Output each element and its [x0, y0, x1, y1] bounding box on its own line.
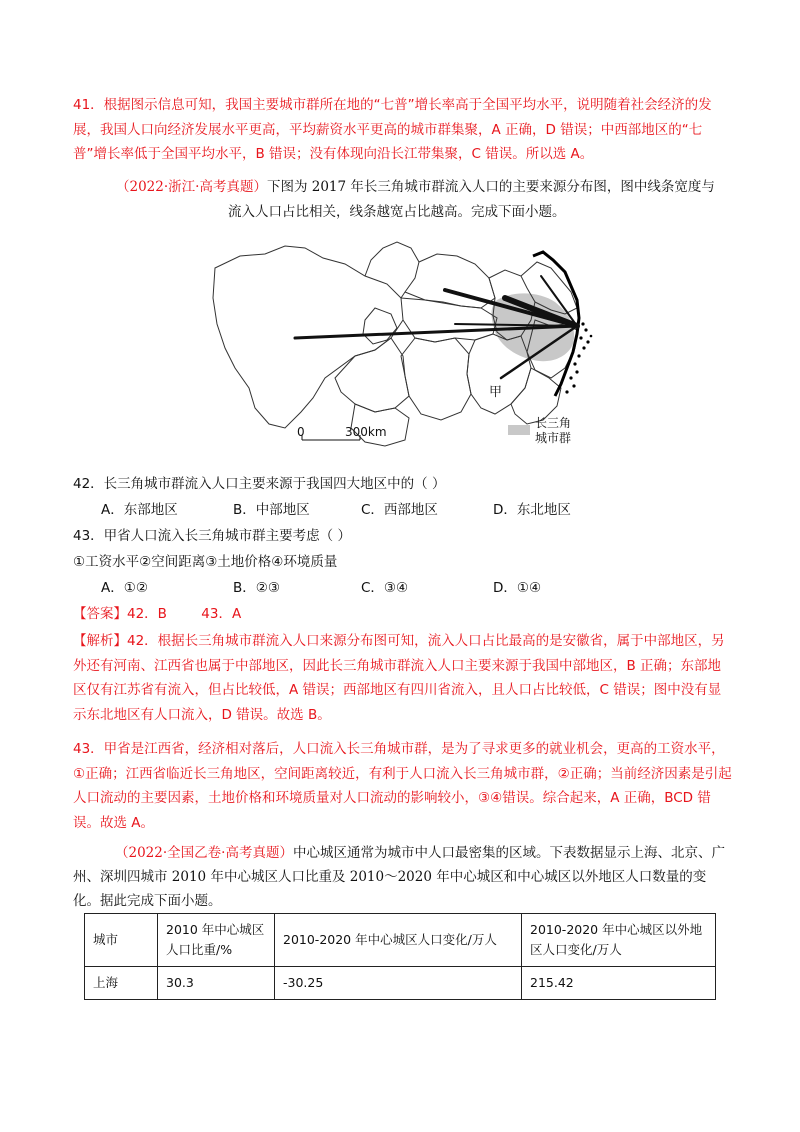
question-43-items: ①工资水平②空间距离③土地价格④环境质量 [73, 554, 338, 570]
population-flow-map [205, 228, 605, 450]
legend-label-line2: 城市群 [535, 431, 572, 445]
question-43-stem: 43．甲省人口流入长三角城市群主要考虑（ ） [73, 528, 351, 544]
intro-2-text: 中心城区通常为城市中人口最密集的区域。下表数据显示上海、北京、广州、深圳四城市 2010 年中心城区人口比重及 2010～2020 年中心城区和中心城区以外地区人口数量的变化。据此完成下面小题。 [73, 845, 725, 909]
table-cell: 215.42 [522, 967, 716, 1000]
legend-cluster-swatch [508, 425, 530, 435]
table-header-cell: 2010-2020 年中心城区人口变化/万人 [275, 914, 522, 967]
guizhou-border [335, 338, 409, 412]
question-42-stem: 42．长三角城市群流入人口主要来源于我国四大地区中的（ ） [73, 476, 446, 492]
population-table [84, 913, 716, 1000]
question-intro-1-line1 [116, 177, 715, 197]
hunan-border [401, 338, 471, 420]
q42-option-c: C．西部地区 [361, 502, 438, 518]
q43-option-c: C．③④ [361, 580, 409, 596]
table-header-cell: 2010 年中心城区人口比重/% [158, 914, 275, 967]
q43-option-d: D．①④ [493, 580, 542, 596]
answer-line [73, 604, 241, 624]
analysis-43-paragraph: 43．甲省是江西省，经济相对落后，人口流入长三角城市群，是为了寻求更多的就业机会，更高的工资水平，①正确；江西省临近长三角地区，空间距离较近，有利于人口流入长三角城市群，②正确；当前经济因素是引起人口流动的主要因素，土地价格和环境质量对人口流动的影响较小，③④错误。综合起来，A 正确，BCD 错误。故选 A。 [73, 741, 732, 831]
answer-label: 【答案】 [73, 606, 127, 622]
source-tag-2: （2022·全国乙卷·高考真题） [115, 845, 293, 861]
table-cell: 上海 [85, 967, 158, 1000]
q42-option-a: A．东部地区 [101, 502, 178, 518]
q43-option-b: B．②③ [233, 580, 280, 596]
analysis-42-paragraph [73, 629, 733, 727]
intro-1-text-line1: 下图为 2017 年长三角城市群流入人口的主要来源分布图，图中线条宽度与 [266, 179, 715, 195]
intro-1-text-line2: 流入人口占比相关，线条越宽占比越高。完成下面小题。 [228, 204, 566, 220]
q43-option-a: A．①② [101, 580, 148, 596]
analysis-42-text: 42．根据长三角城市群流入人口来源分布图可知，流入人口占比最高的是安徽省，属于中部地区，另外还有河南、江西省也属于中部地区，因此长三角城市群流入人口主要来源于我国中部地区，B 正确；东部地区仅有江苏省有流入，但占比较低，A 错误；西部地区有四川省流入，且人口占比较低，C 错误；图中没有显示东北地区有人口流入，D 错误。故选 B。 [73, 633, 725, 723]
table-header-cell: 城市 [85, 914, 158, 967]
hubei-border [401, 298, 497, 342]
answer-text: 42．B 43．A [127, 606, 242, 622]
question-intro-2 [73, 841, 733, 913]
q42-option-d: D．东北地区 [493, 502, 571, 518]
table-cell: -30.25 [275, 967, 522, 1000]
table-header-cell: 2010-2020 年中心城区以外地区人口变化/万人 [522, 914, 716, 967]
analysis-label: 【解析】 [73, 633, 127, 649]
scale-zero-label: 0 [297, 425, 305, 439]
point-jia-label: 甲 [489, 385, 503, 400]
q42-option-b: B．中部地区 [233, 502, 310, 518]
answer-41-paragraph: 41．根据图示信息可知，我国主要城市群所在地的“七普”增长率高于全国平均水平，说明随着社会经济的发展，我国人口向经济发展水平更高，平均薪资水平更高的城市群集聚，A 正确，D 错误；中西部地区的“七普”增长率低于全国平均水平，B 错误；没有体现向沿长江带集聚，C 错误。所以选 A。 [73, 97, 712, 162]
legend-label-line1: 长三角 [535, 416, 572, 430]
table-row [85, 967, 716, 1000]
scale-distance-label: 300km [345, 425, 387, 439]
table-header-row [85, 914, 716, 967]
source-tag-1: （2022·浙江·高考真题） [116, 179, 267, 195]
table-cell: 30.3 [158, 967, 275, 1000]
